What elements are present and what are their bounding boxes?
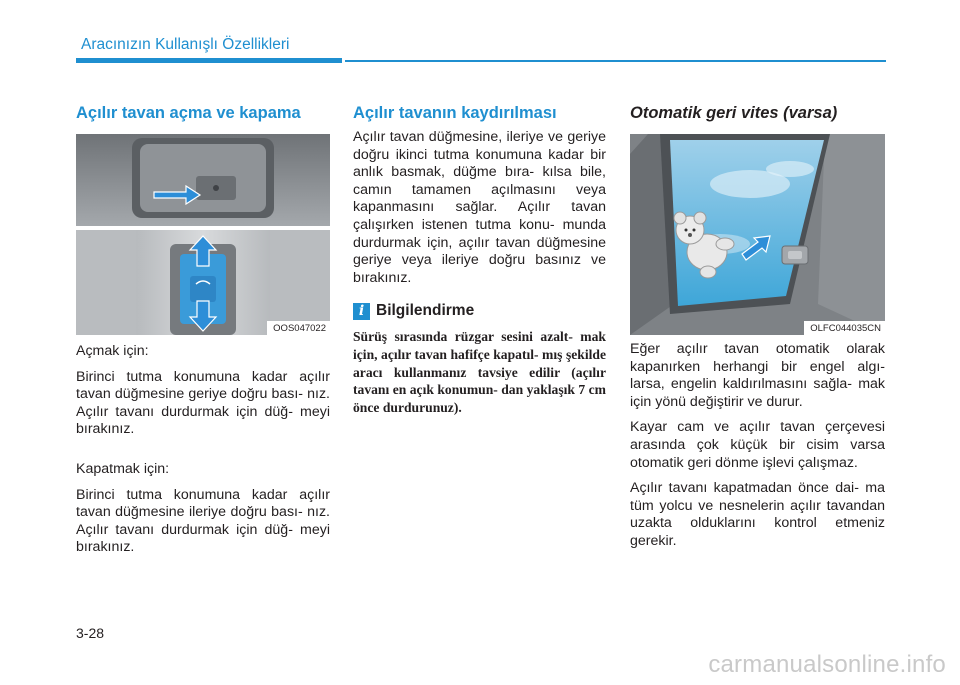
watermark: carmanualsonline.info bbox=[708, 651, 946, 678]
auto-reverse-illustration bbox=[630, 134, 885, 335]
auto-reverse-text-2: Kayar cam ve açılır tavan çerçevesi arasında çok küçük bir cisim varsa otomatik geri dönme işlevi çalışmaz. bbox=[630, 419, 885, 471]
header-rule bbox=[76, 58, 342, 63]
sliding-text: Açılır tavan düğmesine, ileriye ve geriye doğru ikinci tutma konumuna kadar bir anlık basmak, düğme bıra- kılsa bile, camın tamamen açılmasını veya kapanmasını sağlar. Açılır tavan çalışırken istenen tutma konu- munda durdurmak için, açılır tavan düğmesine geriye veya ileriye doğru basınız ve bırakınız. bbox=[353, 129, 606, 286]
figure-code: OLFC044035CN bbox=[804, 321, 885, 335]
info-heading bbox=[353, 301, 606, 321]
heading-sliding: Açılır tavanın kaydırılması bbox=[353, 104, 557, 122]
auto-reverse-figure bbox=[630, 134, 885, 335]
info-icon: i bbox=[353, 303, 370, 320]
open-label: Açmak için: bbox=[76, 343, 149, 359]
heading-open-close: Açılır tavan açma ve kapama bbox=[76, 104, 301, 122]
sunroof-switch-illustration bbox=[76, 134, 330, 335]
figure-code: OOS047022 bbox=[267, 321, 330, 335]
column-open-close bbox=[76, 102, 330, 557]
section-title: Aracınızın Kullanışlı Özellikleri bbox=[81, 36, 290, 53]
page-number: 3-28 bbox=[76, 625, 105, 641]
close-label: Kapatmak için: bbox=[76, 460, 170, 477]
column-sliding bbox=[353, 102, 606, 416]
auto-reverse-text-1: Eğer açılır tavan otomatik olarak kapanırken herhangi bir engel algı- larsa, engelin kaldırılmasını sağla- mak için yönü değiştirir ve durur. bbox=[630, 341, 885, 410]
column-auto-reverse bbox=[630, 102, 885, 551]
header-rule-thin bbox=[345, 60, 886, 62]
heading-auto-reverse: Otomatik geri vites (varsa) bbox=[630, 104, 838, 122]
info-title: Bilgilendirme bbox=[376, 302, 475, 320]
info-text: Sürüş sırasında rüzgar sesini azalt- mak için, açılır tavan hafifçe kapatıl- mış şekilde aracı kullanmanız tavsiye edilir (açılır tavanı en açık konumun- dan yaklaşık 7 cm önce durdurunuz). bbox=[353, 329, 606, 415]
sunroof-switch-figure bbox=[76, 134, 330, 335]
close-text: Birinci tutma konumuna kadar açılır tavan düğmesine ileriye doğru bası- nız. Açılır tavanı durdurmak için düğ- meyi bırakınız. bbox=[76, 486, 330, 556]
open-text: Birinci tutma konumuna kadar açılır tavan düğmesine geriye doğru bası- nız. Açılır tavanı durdurmak için düğ- meyi bırakınız. bbox=[76, 368, 330, 438]
auto-reverse-text-3: Açılır tavanı kapatmadan önce dai- ma tüm yolcu ve nesnelerin açılır tavandan uzakta olduklarını kontrol etmeniz gerekir. bbox=[630, 480, 885, 549]
